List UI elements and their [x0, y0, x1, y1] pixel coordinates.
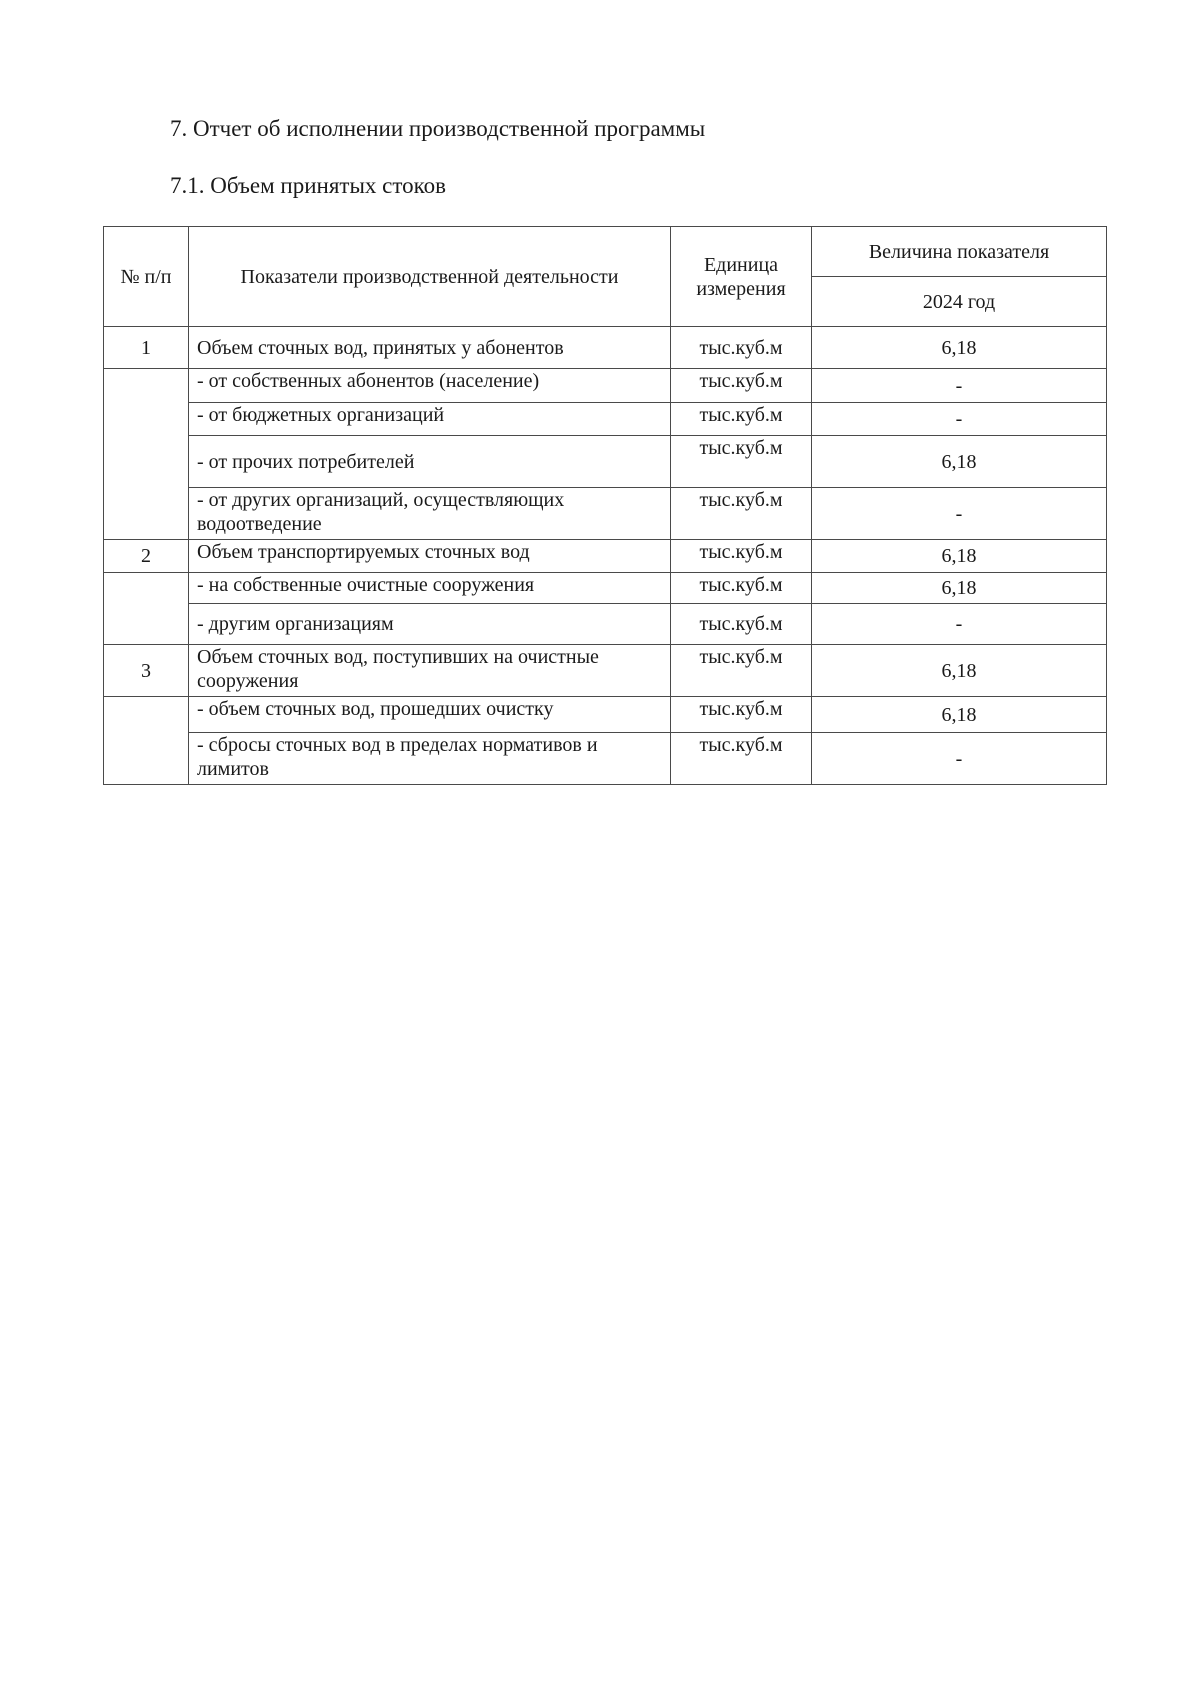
- table-row: [104, 540, 1107, 573]
- row-value: 6,18: [812, 540, 1107, 573]
- row-value: -: [812, 488, 1107, 540]
- row-unit: тыс.куб.м: [671, 403, 812, 436]
- row-unit: тыс.куб.м: [671, 327, 812, 369]
- row-unit: тыс.куб.м: [671, 733, 812, 785]
- row-unit: тыс.куб.м: [671, 540, 812, 573]
- row-indicator: - от собственных абонентов (население): [189, 369, 671, 403]
- row-number-group-1: [104, 369, 189, 540]
- table-row: [104, 436, 1107, 488]
- row-unit: тыс.куб.м: [671, 436, 812, 488]
- row-unit: тыс.куб.м: [671, 604, 812, 645]
- row-value: 6,18: [812, 645, 1107, 697]
- row-unit: тыс.куб.м: [671, 645, 812, 697]
- table-row: [104, 733, 1107, 785]
- row-indicator: Объем сточных вод, поступивших на очистные сооружения: [189, 645, 671, 697]
- header-unit: Единица измерения: [671, 227, 812, 327]
- subsection-title: 7.1. Объем принятых стоков: [170, 173, 446, 198]
- table-row: [104, 697, 1107, 733]
- row-value: -: [812, 733, 1107, 785]
- row-indicator: Объем транспортируемых сточных вод: [189, 540, 671, 573]
- header-value-group: Величина показателя: [812, 227, 1107, 277]
- table-row: [104, 573, 1107, 604]
- row-value: 6,18: [812, 327, 1107, 369]
- table-row: [104, 403, 1107, 436]
- header-indicator: Показатели производственной деятельности: [189, 227, 671, 327]
- row-indicator: - от прочих потребителей: [189, 436, 671, 488]
- row-indicator: - объем сточных вод, прошедших очистку: [189, 697, 671, 733]
- table-row: [104, 369, 1107, 403]
- row-value: 6,18: [812, 697, 1107, 733]
- row-indicator: - другим организациям: [189, 604, 671, 645]
- table-row: [104, 645, 1107, 697]
- row-unit: тыс.куб.м: [671, 573, 812, 604]
- row-number: 3: [104, 645, 189, 697]
- table-row: [104, 327, 1107, 369]
- header-year: 2024 год: [812, 277, 1107, 327]
- row-indicator: - от бюджетных организаций: [189, 403, 671, 436]
- row-value: -: [812, 403, 1107, 436]
- row-value: 6,18: [812, 573, 1107, 604]
- row-indicator: Объем сточных вод, принятых у абонентов: [189, 327, 671, 369]
- row-unit: тыс.куб.м: [671, 369, 812, 403]
- section-title: 7. Отчет об исполнении производственной программы: [170, 116, 706, 141]
- row-number-group-2: [104, 573, 189, 645]
- header-num: № п/п: [104, 227, 189, 327]
- row-indicator: - от других организаций, осуществляющих водоотведение: [189, 488, 671, 540]
- table-row: [104, 604, 1107, 645]
- row-unit: тыс.куб.м: [671, 697, 812, 733]
- row-unit: тыс.куб.м: [671, 488, 812, 540]
- table-row: [104, 488, 1107, 540]
- row-value: 6,18: [812, 436, 1107, 488]
- row-number: 2: [104, 540, 189, 573]
- row-indicator: - на собственные очистные сооружения: [189, 573, 671, 604]
- row-value: -: [812, 604, 1107, 645]
- row-number-group-3: [104, 697, 189, 785]
- row-number: 1: [104, 327, 189, 369]
- row-value: -: [812, 369, 1107, 403]
- accepted-wastewater-table: [103, 226, 1107, 785]
- row-indicator: - сбросы сточных вод в пределах нормативов и лимитов: [189, 733, 671, 785]
